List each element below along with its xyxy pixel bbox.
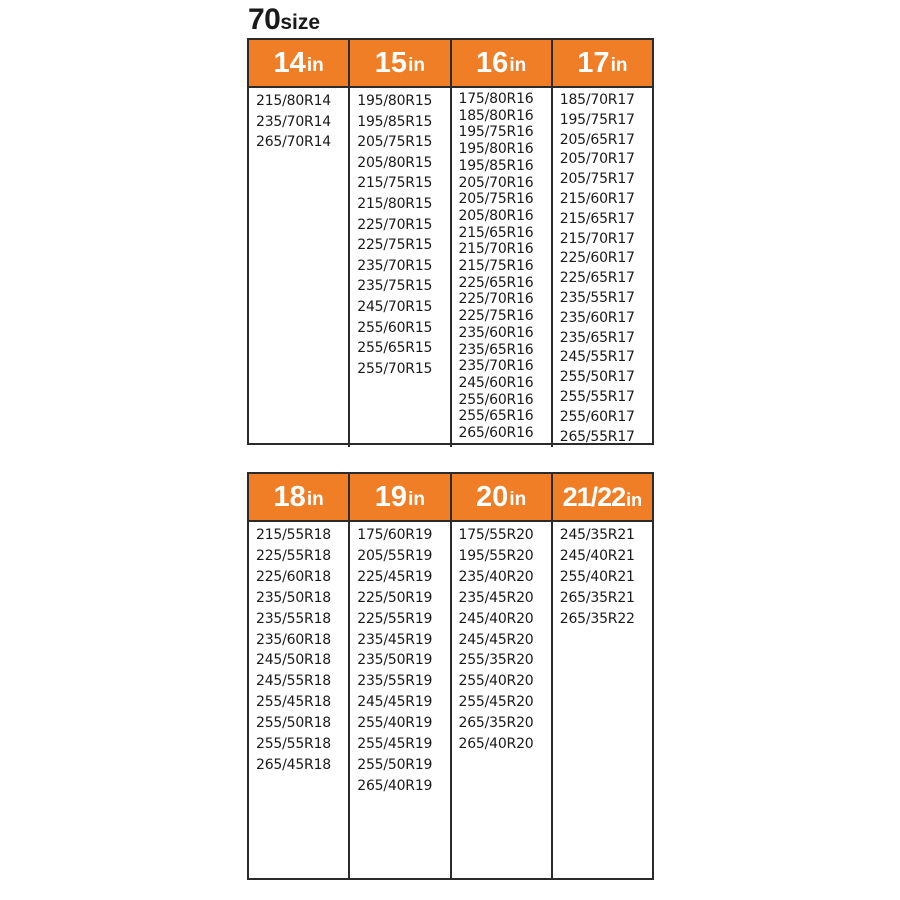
tire-size-item: 215/65R17: [559, 210, 635, 227]
tire-size-item: 235/55R17: [559, 289, 635, 306]
tire-size-item: 225/55R18: [256, 547, 331, 564]
tire-size-item: 265/35R21: [559, 589, 635, 606]
tire-size-list: [256, 525, 348, 776]
tire-size-item: 255/45R19: [357, 736, 433, 753]
tire-size-item: 185/70R17: [559, 92, 635, 108]
tire-size-item: 235/45R19: [357, 631, 433, 648]
tire-size-item: 255/50R17: [559, 369, 635, 386]
tire-size-item: 245/40R20: [458, 610, 534, 627]
table-header-row: [249, 474, 652, 522]
column-header-14in: [249, 40, 350, 86]
tire-size-item: 265/35R20: [458, 715, 534, 732]
tire-size-list: [560, 91, 652, 447]
tire-size-item: 255/55R17: [559, 388, 635, 405]
tire-size-item: 225/55R19: [357, 610, 433, 627]
column-body-20in: [452, 522, 553, 878]
column-header-unit: in: [408, 489, 425, 510]
tire-size-item: 235/70R14: [256, 113, 331, 130]
tire-size-item: 235/55R19: [357, 673, 433, 690]
tire-size-item: 235/50R19: [357, 652, 433, 669]
tire-size-list: [459, 525, 551, 755]
tire-size-item: 195/85R15: [357, 113, 433, 130]
column-header-unit: in: [509, 489, 527, 510]
column-header-unit: in: [408, 55, 425, 76]
column-header-19in: [350, 474, 451, 520]
column-body-15in: [350, 88, 451, 447]
tire-size-item: 225/65R16: [458, 274, 534, 291]
tire-size-item: 205/65R17: [559, 131, 635, 148]
tire-size-item: 255/50R18: [256, 715, 331, 732]
column-body-17in: [553, 88, 652, 447]
tire-size-item: 255/65R15: [357, 340, 433, 357]
tire-size-item: 195/75R17: [559, 111, 635, 128]
tire-size-item: 225/60R18: [256, 568, 331, 585]
tire-size-item: 225/60R17: [559, 250, 635, 267]
tire-size-item: 255/60R17: [559, 408, 635, 425]
tire-size-item: 205/70R17: [559, 151, 635, 168]
tire-size-item: 235/55R18: [256, 610, 331, 627]
column-header-20in: [452, 474, 553, 520]
tire-size-item: 255/55R18: [256, 736, 331, 753]
tire-size-table-2: [247, 472, 654, 880]
tire-size-item: 245/70R15: [357, 298, 433, 315]
column-header-size: 15: [374, 46, 408, 79]
tire-size-item: 245/35R21: [559, 527, 635, 543]
tire-size-item: 255/60R16: [458, 391, 534, 408]
tire-size-item: 255/45R20: [458, 694, 534, 711]
size-title-unit: size: [280, 11, 321, 34]
tire-size-item: 215/55R18: [256, 527, 331, 543]
tire-size-list: [560, 525, 652, 630]
tire-size-item: 215/65R16: [458, 224, 534, 241]
tire-size-item: 205/80R15: [357, 154, 433, 171]
table-header-row: [249, 40, 652, 88]
tire-size-item: 215/70R17: [559, 230, 635, 247]
tire-size-item: 265/60R16: [458, 425, 534, 442]
tire-size-item: 225/75R15: [357, 237, 433, 254]
tire-size-item: 245/55R18: [256, 673, 331, 690]
tire-size-item: 205/55R19: [357, 547, 433, 564]
tire-size-item: 215/75R16: [458, 258, 534, 275]
tire-size-item: 245/50R18: [256, 652, 331, 669]
column-header-unit: in: [626, 489, 643, 510]
column-body-14in: [249, 88, 350, 447]
tire-size-item: 255/50R19: [357, 756, 433, 773]
column-header-size: 19: [374, 480, 408, 513]
tire-size-item: 235/60R17: [559, 309, 635, 326]
size-title-number: 70: [248, 3, 281, 36]
size-title: [248, 2, 320, 38]
tire-size-item: 225/70R15: [357, 216, 433, 233]
tire-size-item: 175/55R20: [458, 527, 534, 543]
column-header-size: 16: [476, 46, 509, 79]
column-header-unit: in: [509, 55, 527, 76]
tire-size-item: 255/60R15: [357, 319, 433, 336]
column-header-15in: [350, 40, 451, 86]
tire-size-item: 255/45R18: [256, 694, 331, 711]
tire-size-item: 195/85R16: [458, 157, 534, 174]
tire-size-item: 245/45R19: [357, 694, 433, 711]
tire-size-item: 215/80R14: [256, 93, 331, 109]
column-body-21-22in: [553, 522, 652, 878]
tire-size-item: 235/65R16: [458, 341, 534, 358]
column-header-18in: [249, 474, 350, 520]
tire-size-item: 195/75R16: [458, 124, 534, 141]
tire-size-item: 235/70R15: [357, 257, 433, 274]
column-header-size: 17: [577, 46, 610, 79]
tire-size-list: [357, 91, 449, 379]
tire-size-item: 225/65R17: [559, 270, 635, 287]
tire-size-item: 235/65R17: [559, 329, 635, 346]
tire-size-item: 235/75R15: [357, 278, 433, 295]
tire-size-item: 245/40R21: [559, 547, 635, 564]
column-header-unit: in: [610, 55, 628, 76]
table-body-row: [249, 88, 652, 447]
tire-size-item: 215/60R17: [559, 190, 635, 207]
tire-size-item: 225/70R16: [458, 291, 534, 308]
column-header-17in: [553, 40, 652, 86]
column-body-18in: [249, 522, 350, 878]
tire-size-item: 205/80R16: [458, 207, 534, 224]
tire-size-item: 225/75R16: [458, 308, 534, 325]
column-body-19in: [350, 522, 451, 878]
tire-size-item: 195/80R16: [458, 141, 534, 158]
column-header-unit: in: [306, 55, 324, 76]
tire-size-item: 205/70R16: [458, 174, 534, 191]
tire-size-list: [256, 91, 348, 153]
table-body-row: [249, 522, 652, 878]
column-header-size: 14: [273, 46, 306, 79]
tire-size-item: 195/80R15: [357, 93, 433, 109]
tire-size-item: 215/70R16: [458, 241, 534, 258]
tire-size-item: 235/50R18: [256, 589, 331, 606]
column-header-size: 20: [476, 480, 509, 513]
tire-size-item: 245/55R17: [559, 349, 635, 366]
tire-size-item: 175/80R16: [458, 91, 534, 107]
tire-size-item: 255/70R15: [357, 360, 433, 377]
tire-size-item: 255/40R19: [357, 715, 433, 732]
tire-size-list: [357, 525, 449, 797]
column-header-size: 21/22: [562, 481, 626, 512]
tire-size-item: 265/45R18: [256, 756, 331, 773]
tire-size-item: 265/40R19: [357, 777, 433, 794]
tire-size-item: 235/60R16: [458, 324, 534, 341]
tire-size-item: 245/60R16: [458, 374, 534, 391]
tire-size-item: 265/35R22: [559, 610, 635, 627]
tire-size-item: 205/75R16: [458, 191, 534, 208]
tire-size-item: 235/45R20: [458, 589, 534, 606]
tire-size-item: 255/35R20: [458, 652, 534, 669]
tire-size-item: 245/45R20: [458, 631, 534, 648]
column-header-unit: in: [306, 489, 324, 510]
tire-size-item: 225/50R19: [357, 589, 433, 606]
tire-size-item: 255/40R20: [458, 673, 534, 690]
tire-size-item: 195/55R20: [458, 547, 534, 564]
tire-size-item: 235/40R20: [458, 568, 534, 585]
column-header-size: 18: [273, 480, 306, 513]
column-body-16in: [452, 88, 553, 447]
tire-size-item: 175/60R19: [357, 527, 433, 543]
tire-size-item: 205/75R15: [357, 134, 433, 151]
tire-size-item: 235/60R18: [256, 631, 331, 648]
tire-size-item: 235/70R16: [458, 358, 534, 375]
tire-size-item: 225/45R19: [357, 568, 433, 585]
column-header-21-22in: [553, 474, 652, 520]
tire-size-item: 185/80R16: [458, 107, 534, 124]
tire-size-item: 215/80R15: [357, 195, 433, 212]
tire-size-list: [459, 91, 551, 442]
tire-size-table-1: [247, 38, 654, 445]
tire-size-item: 265/55R17: [559, 428, 635, 445]
tire-size-item: 215/75R15: [357, 175, 433, 192]
column-header-16in: [452, 40, 553, 86]
tire-size-item: 265/40R20: [458, 736, 534, 753]
tire-size-item: 205/75R17: [559, 171, 635, 188]
tire-size-item: 255/40R21: [559, 568, 635, 585]
tire-size-item: 265/70R14: [256, 134, 331, 151]
tire-size-item: 255/65R16: [458, 408, 534, 425]
